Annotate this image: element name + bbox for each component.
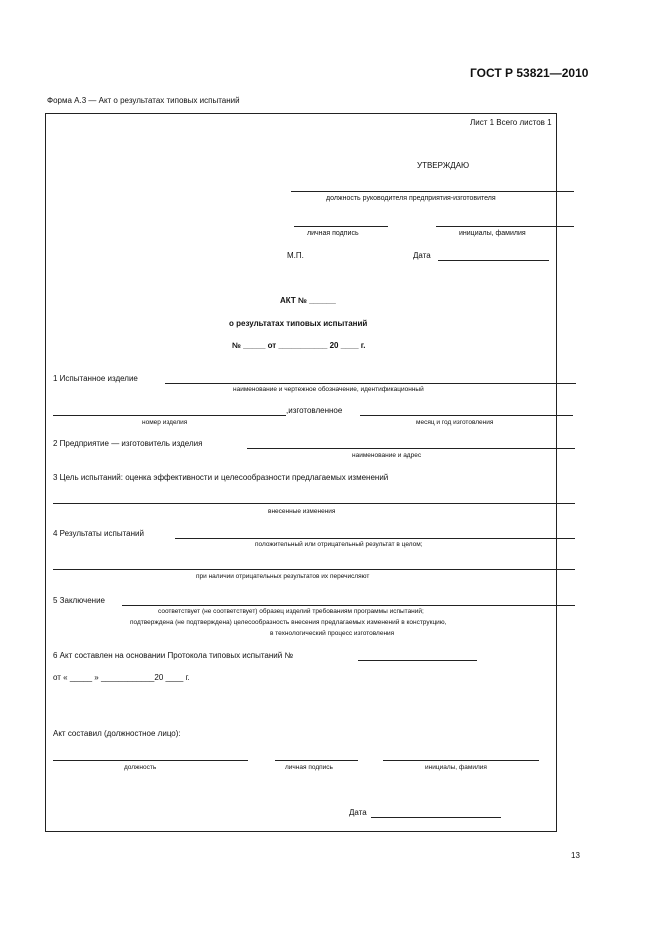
item2-line	[247, 448, 575, 449]
footer-position-caption: должность	[124, 764, 157, 771]
approval-date-line	[438, 260, 549, 261]
approval-signature-line	[294, 226, 388, 227]
item5-caption3: в технологический процесс изготовления	[270, 630, 395, 637]
sheet-info: Лист 1 Всего листов 1	[470, 118, 552, 127]
item1-date-line	[360, 415, 573, 416]
item4-caption2: при наличии отрицательных результатов их перечисляют	[196, 573, 370, 580]
form-title: Форма А.3 — Акт о результатах типовых испытаний	[47, 96, 240, 105]
footer-initials-line	[383, 760, 539, 761]
item1-manufactured: ,изготовленное	[286, 406, 343, 415]
standard-header: ГОСТ Р 53821—2010	[470, 66, 589, 80]
act-subtitle: о результатах типовых испытаний	[229, 319, 368, 328]
approval-title: УТВЕРЖДАЮ	[417, 161, 470, 170]
item1-caption: наименование и чертежное обозначение, идентификационный	[233, 386, 424, 393]
footer-position-line	[53, 760, 248, 761]
item1-number-caption: номер изделия	[142, 419, 188, 426]
footer-signature-line	[275, 760, 358, 761]
item1-label: 1 Испытанное изделие	[53, 374, 138, 383]
item2-label: 2 Предприятие — изготовитель изделия	[53, 439, 203, 448]
item4-label: 4 Результаты испытаний	[53, 529, 144, 538]
item1-line	[165, 383, 576, 384]
approval-date-label: Дата	[413, 251, 431, 260]
item4-line-2	[53, 569, 575, 570]
stamp-label: М.П.	[287, 251, 304, 260]
footer-date-line	[371, 817, 501, 818]
item5-caption1: соответствует (не соответствует) образец изделий требованиям программы испытаний;	[158, 608, 424, 615]
item6-date: от « _____ » ____________20 ____ г.	[53, 673, 190, 682]
approval-position-line	[291, 191, 574, 192]
item6-label: 6 Акт составлен на основании Протокола типовых испытаний №	[53, 651, 294, 660]
item2-caption: наименование и адрес	[352, 452, 422, 459]
act-title: АКТ № ______	[280, 296, 336, 305]
approval-initials-line	[436, 226, 574, 227]
footer-date-label: Дата	[349, 808, 367, 817]
item6-number-line	[358, 660, 477, 661]
item3-label: 3 Цель испытаний: оценка эффективности и целесообразности предлагаемых изменений	[53, 473, 389, 482]
approval-initials-caption: инициалы, фамилия	[459, 230, 526, 237]
item1-number-line	[53, 415, 286, 416]
item5-caption2: подтверждена (не подтверждена) целесообразность внесения предлагаемых изменений в конструкцию,	[130, 619, 447, 626]
item3-line	[53, 503, 575, 504]
act-number-line: № _____ от ___________ 20 ____ г.	[232, 341, 366, 350]
compiled-by-label: Акт составил (должностное лицо):	[53, 729, 181, 738]
footer-initials-caption: инициалы, фамилия	[425, 764, 487, 771]
page-number: 13	[571, 851, 580, 860]
item1-date-caption: месяц и год изготовления	[416, 419, 494, 426]
item5-label: 5 Заключение	[53, 596, 105, 605]
approval-position-caption: должность руководителя предприятия-изготовителя	[326, 195, 496, 202]
approval-signature-caption: личная подпись	[307, 230, 359, 237]
footer-signature-caption: личная подпись	[285, 764, 333, 771]
item4-line	[175, 538, 575, 539]
item5-line	[122, 605, 575, 606]
item4-caption1: положительный или отрицательный результат в целом;	[255, 541, 423, 548]
item3-caption: внесенные изменения	[268, 508, 336, 515]
